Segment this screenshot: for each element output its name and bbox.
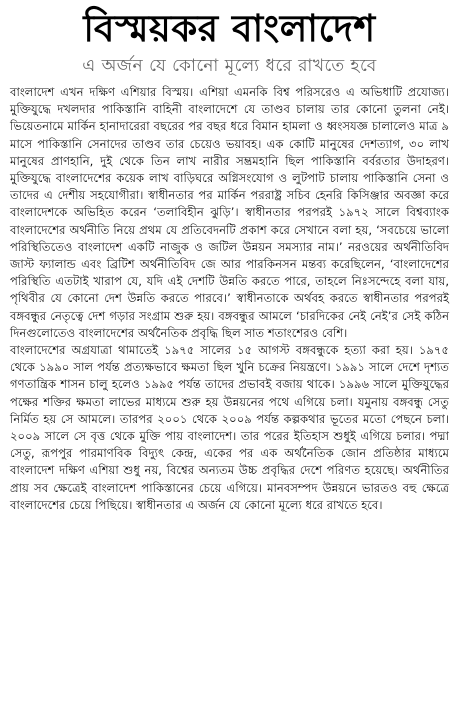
article-body	[10, 84, 449, 514]
paragraph-1: বাংলাদেশ এখন দক্ষিণ এশিয়ার বিস্ময়। এশিয়া এমনকি বিশ্ব পরিসরেও এ অভিধাটি প্রযোজ্য। মুক্তিযুদ্ধে দখলদার পাকিস্তানি বাহিনী বাংলাদেশে যে তাণ্ডব চালায় তার কোনো তুলনা নেই। ভিয়েতনামে মার্কিন হানাদারেরা বছরের পর বছর ধরে বিমান হামলা ও ধ্বংসযজ্ঞ চালালেও মাত্র ৯ মাসে পাকিস্তানি সেনাদের তাণ্ডব তার চেয়েও ভয়াবহ। এক কোটি মানুষের দেশত্যাগ, ৩০ লাখ মানুষের প্রাণহানি, দুই থেকে তিন লাখ নারীর সম্ভ্রমহানি ছিল পাকিস্তানি বর্বরতার উদাহরণ। মুক্তিযুদ্ধে বাংলাদেশের কয়েক লাখ বাড়িঘরে অগ্নিসংযোগ ও লুটপাট চালায় পাকিস্তানি সেনা ও তাদের এ দেশীয় সহযোগীরা। স্বাধীনতার পর মার্কিন পররাষ্ট্র সচিব হেনরি কিসিঞ্জার অবজ্ঞা করে বাংলাদেশকে অভিহিত করেন ‘তলাবিহীন ঝুড়ি’। স্বাধীনতার পরপরই ১৯৭২ সালে বিশ্বব্যাংক বাংলাদেশের অর্থনীতি নিয়ে প্রথম যে প্রতিবেদনটি প্রকাশ করে সেখানে বলা হয়, ‘সবচেয়ে ভালো পরিস্থিতিতেও বাংলাদেশ একটি নাজুক ও জটিল উন্নয়ন সমস্যার নাম।’ নরওয়ের অর্থনীতিবিদ জাস্ট ফ্যালান্ড এবং ব্রিটিশ অর্থনীতিবিদ জে আর পারকিনসন মন্তব্য করেছিলেন, ‘বাংলাদেশের পরিস্থিতি এতটাই খারাপ যে, যদি এই দেশটি উন্নতি করতে পারে, তাহলে নিঃসন্দেহে বলা যায়, পৃথিবীর যে কোনো দেশ উন্নতি করতে পারবে।’ স্বাধীনতাকে অর্থবহ করতে স্বাধীনতার পরপরই বঙ্গবন্ধুর নেতৃত্বে দেশ গড়ার সংগ্রাম শুরু হয়। বঙ্গবন্ধুর আমলে ‘চারদিকের নেই নেই’র সেই কঠিন দিনগুলোতেও বাংলাদেশের অর্থনৈতিক প্রবৃদ্ধি ছিল সাত শতাংশেরও বেশি।	[10, 85, 449, 340]
subtitle: এ অর্জন যে কোনো মূল্যে ধরে রাখতে হবে	[82, 56, 377, 76]
paragraph-2: বাংলাদেশের অগ্রযাত্রা থামাতেই ১৯৭৫ সালের ১৫ আগস্ট বঙ্গবন্ধুকে হত্যা করা হয়। ১৯৭৫ থেকে ১৯৯০ সাল পর্যন্ত প্রত্যক্ষভাবে ক্ষমতা ছিল খুনি চক্রের নিয়ন্ত্রণে। ১৯৯১ সালে দেশে দৃশ্যত গণতান্ত্রিক শাসন চালু হলেও ১৯৯৫ পর্যন্ত তাদের প্রভাবই বজায় থাকে। ১৯৯৬ সালে মুক্তিযুদ্ধের পক্ষের শক্তির ক্ষমতা লাভের মাধ্যমে শুরু হয় উন্নয়নের পথে এগিয়ে চলা। যমুনায় বঙ্গবন্ধু সেতু নির্মিত হয় সে আমলে। তারপর ২০০১ থেকে ২০০৯ পর্যন্ত কল্পকথার ভূতের মতো পেছনে চলা। ২০০৯ সালে সে বৃত্ত থেকে মুক্তি পায় বাংলাদেশ। তার পরের ইতিহাস শুধুই এগিয়ে চলার। পদ্মা সেতু, রূপপুর পারমাণবিক বিদ্যুৎ কেন্দ্র, একের পর এক অর্থনৈতিক জোন প্রতিষ্ঠার মাধ্যমে বাংলাদেশ দক্ষিণ এশিয়া শুধু নয়, বিশ্বের অন্যতম উচ্চ প্রবৃদ্ধির দেশে পরিণত হয়েছে। অর্থনীতির প্রায় সব ক্ষেত্রেই বাংলাদেশ পাকিস্তানের চেয়ে এগিয়ে। মানবসম্পদ উন্নয়নে ভারতও বহু ক্ষেত্রে বাংলাদেশের চেয়ে পিছিয়ে। স্বাধীনতার এ অর্জন যে কোনো মূল্যে ধরে রাখতে হবে।	[10, 343, 449, 512]
headline: বিস্ময়কর বাংলাদেশ	[83, 7, 376, 50]
